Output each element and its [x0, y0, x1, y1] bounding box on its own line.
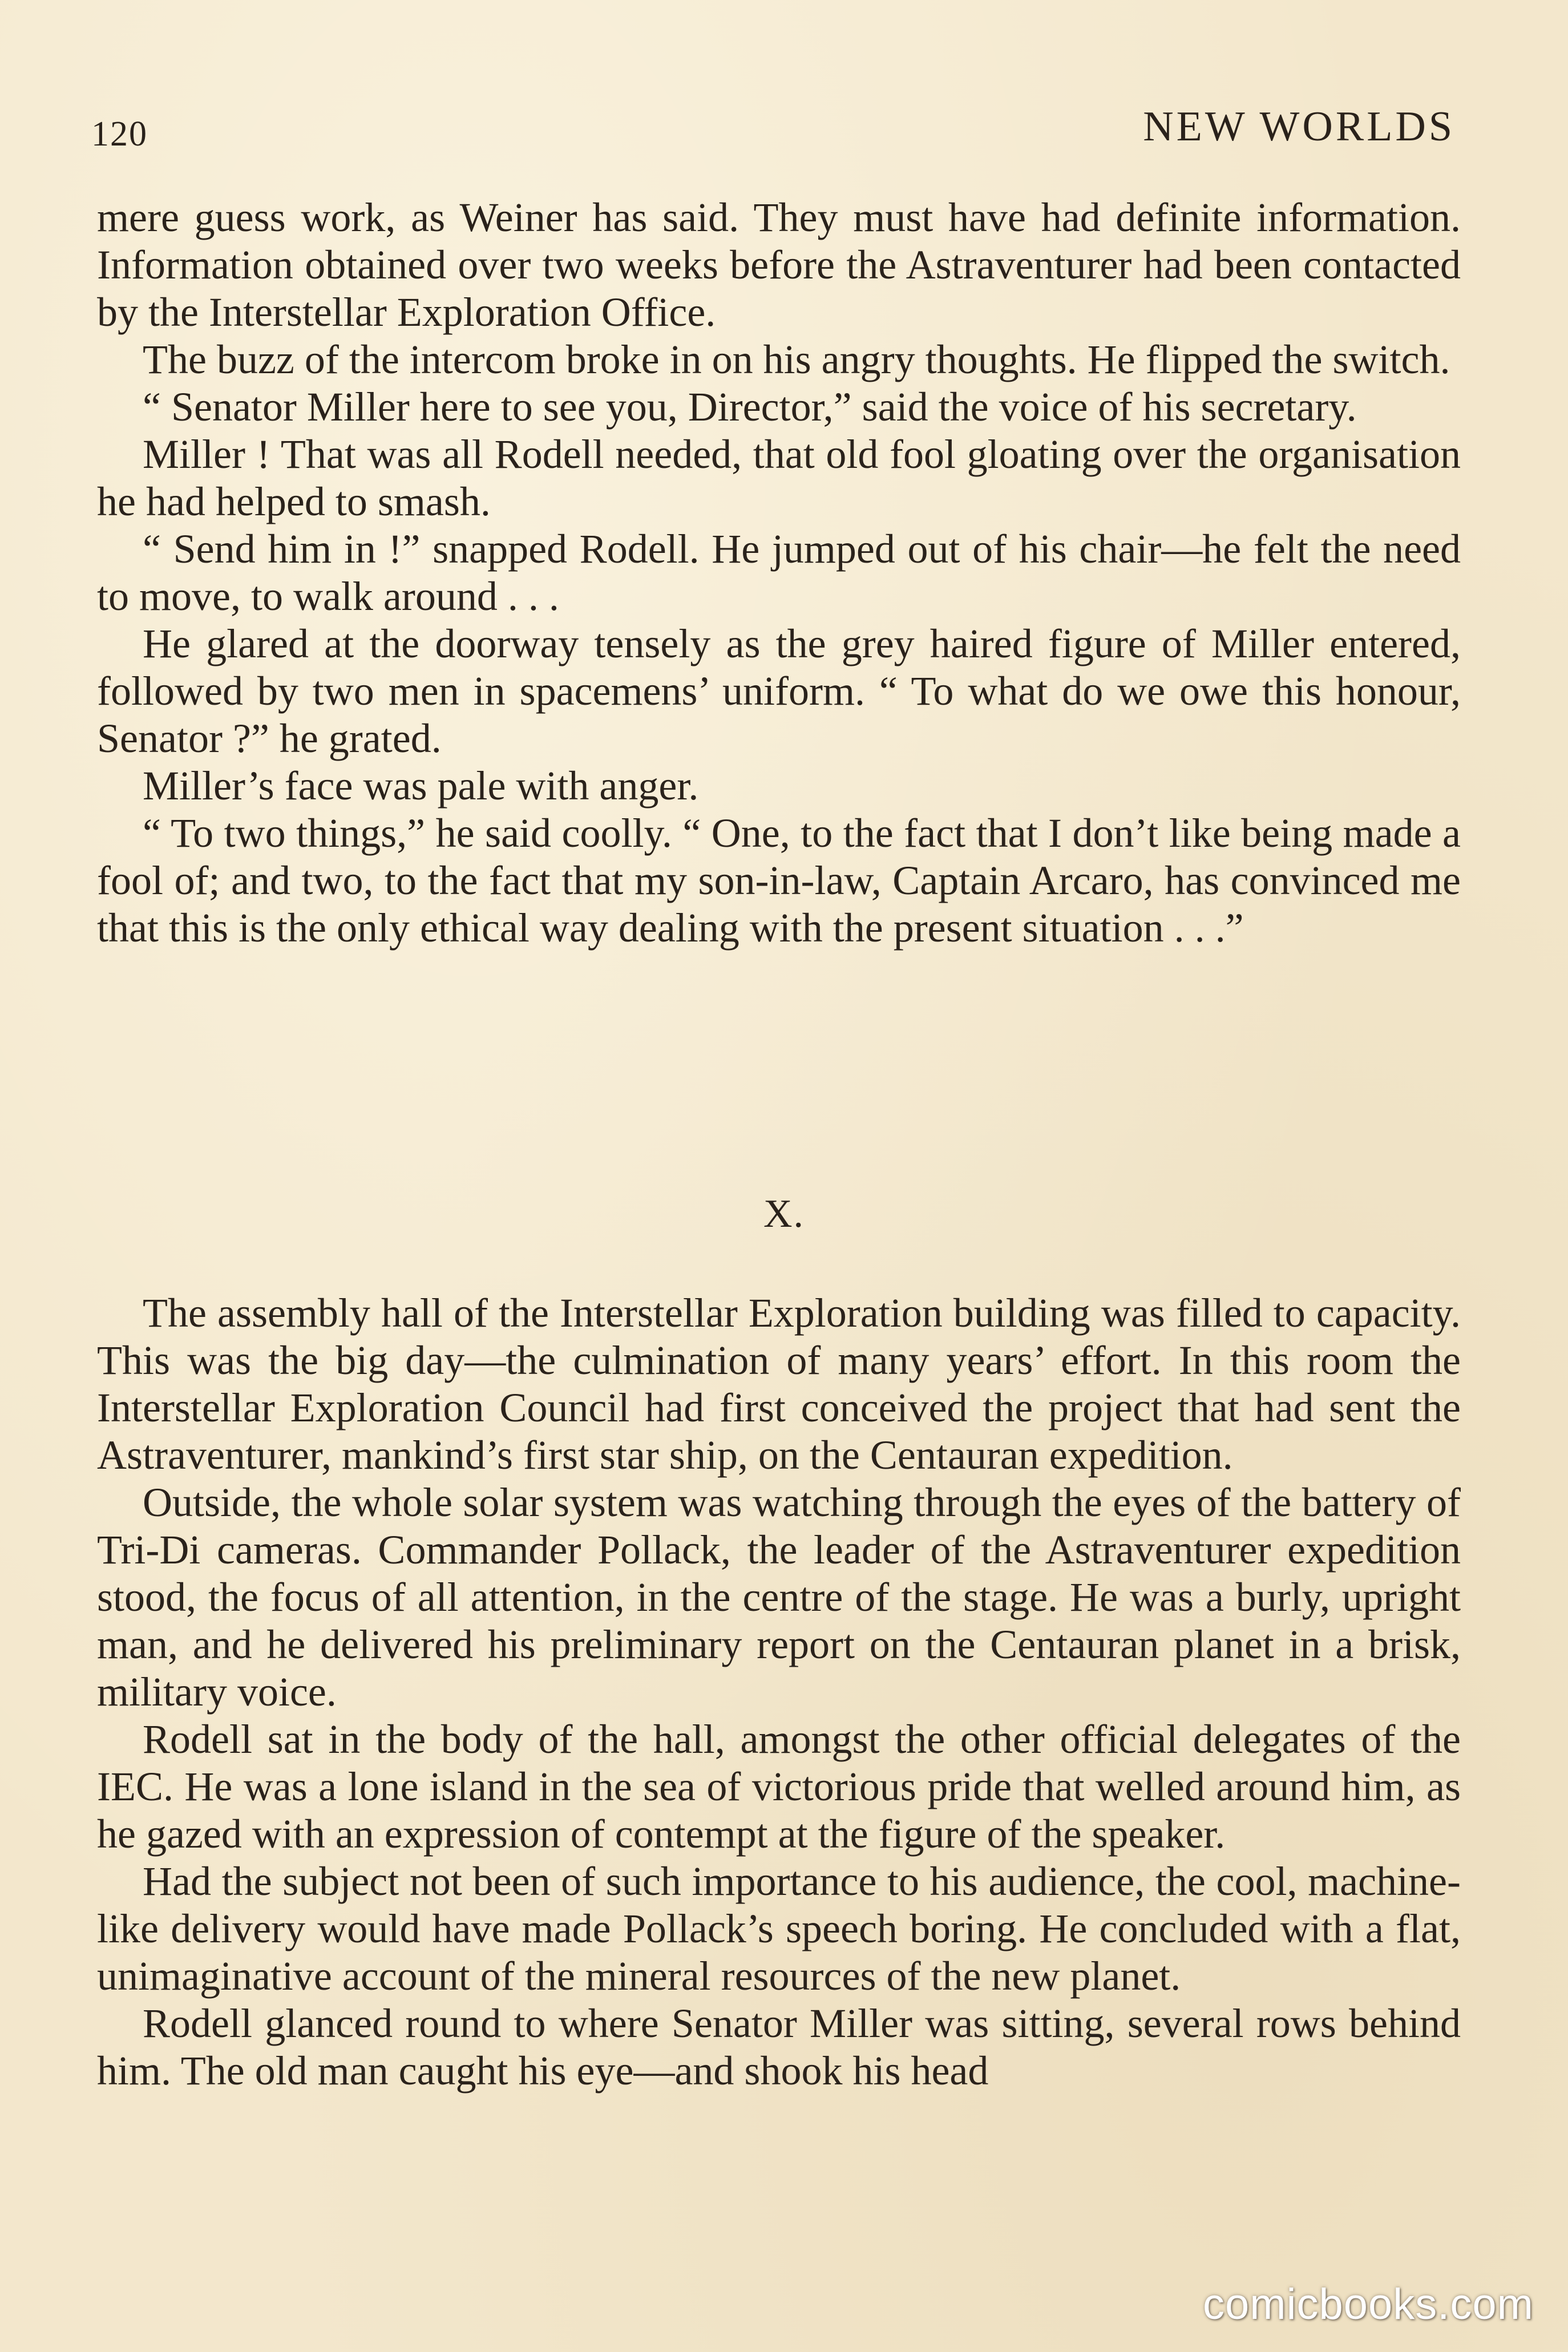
paragraph: Rodell sat in the body of the hall, amongst the other official delegates of the IEC. He was a lone island in the sea of victorious pride that welled around him, as he gazed with an expression of contempt at the figure of the speaker.: [97, 1716, 1461, 1857]
chapter-number: X.: [763, 1192, 805, 1236]
paragraph: He glared at the doorway tensely as the grey haired figure of Miller entered, followed by two men in spacemens’ uniform. “ To what do we owe this honour, Senator ?” he grated.: [97, 621, 1461, 761]
paragraph: The buzz of the intercom broke in on his angry thoughts. He flipped the switch.: [143, 337, 1450, 382]
paragraph: mere guess work, as Weiner has said. They must have had definite information. Information obtained over two weeks before the Astraventurer had been contacted by the Interstellar Exploration Office.: [97, 195, 1461, 335]
paragraph: “ Senator Miller here to see you, Director,” said the voice of his secretary.: [143, 384, 1357, 430]
journal-title: NEW WORLDS: [1143, 103, 1455, 150]
running-head: [91, 103, 1455, 160]
paragraph: Had the subject not been of such importance to his audience, the cool, machine-like delivery would have made Pollack’s speech boring. He concluded with a flat, unimaginative account of the mineral resources of the new planet.: [97, 1858, 1461, 1999]
paragraph: The assembly hall of the Interstellar Exploration building was filled to capacity. This was the big day—the culmination of many years’ effort. In this room the Interstellar Exploration Council had first conceived the project that had sent the Astraventurer, mankind’s first star ship, on the Centauran expedition.: [97, 1290, 1461, 1478]
paragraph: Miller ! That was all Rodell needed, that old fool gloating over the organisation he had helped to smash.: [97, 431, 1461, 524]
paragraph: Outside, the whole solar system was watching through the eyes of the battery of Tri-Di cameras. Commander Pollack, the leader of the Astraventurer expedition stood, the focus of all attention, in the centre of the stage. He was a burly, upright man, and he delivered his preliminary report on the Centauran planet in a brisk, military voice.: [97, 1480, 1461, 1715]
section-one-text: [97, 194, 1461, 952]
section-two-text: [97, 1290, 1461, 2095]
watermark: comicbooks.com: [1203, 2280, 1534, 2329]
paragraph: “ Send him in !” snapped Rodell. He jumped out of his chair—he felt the need to move, to walk around . . .: [97, 526, 1461, 619]
paragraph: Miller’s face was pale with anger.: [143, 763, 699, 809]
page-number: 120: [91, 115, 148, 153]
paragraph: Rodell glanced round to where Senator Miller was sitting, several rows behind him. The old man caught his eye—and shook his head: [97, 2001, 1461, 2094]
paragraph: “ To two things,” he said coolly. “ One, to the fact that I don’t like being made a fool of; and two, to the fact that my son-in-law, Captain Arcaro, has convinced me that this is the only ethical way dealing with the present situation . . .”: [97, 810, 1461, 951]
